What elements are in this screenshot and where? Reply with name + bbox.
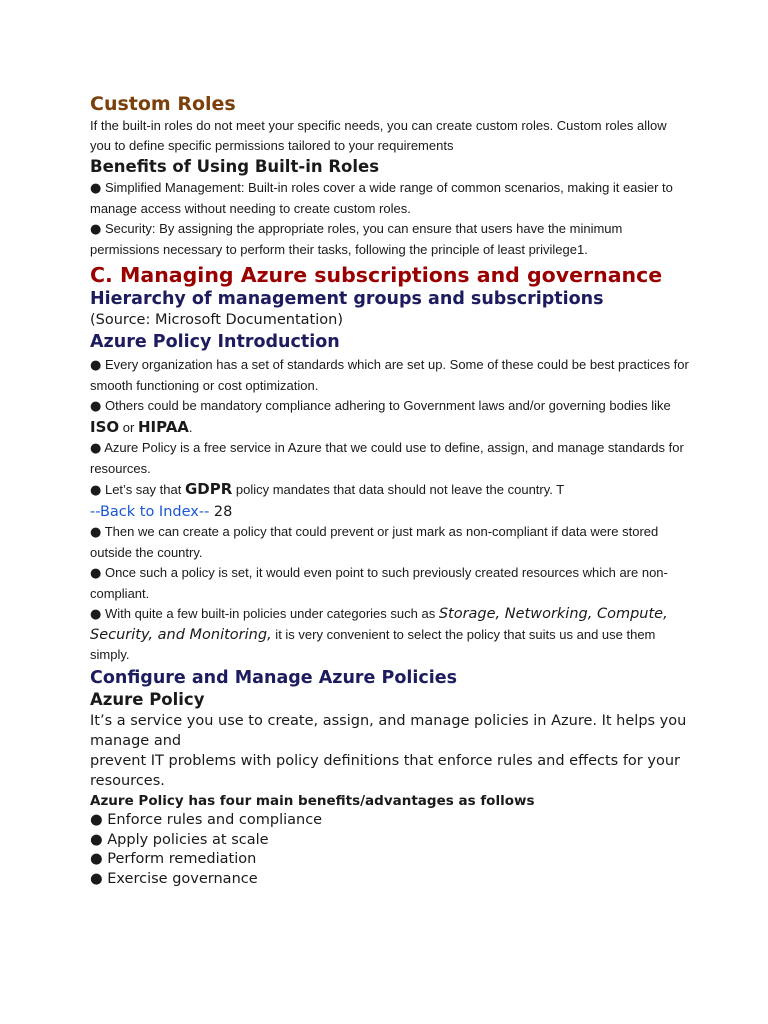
azure-policy-para-1: It’s a service you use to create, assign, and manage policies in Azure. It helps you manage and	[90, 713, 687, 749]
categories-italic-2: Security, and Monitoring,	[90, 627, 272, 643]
hierarchy-heading: Hierarchy of management groups and subscriptions	[90, 289, 604, 309]
bullet-text: With quite a few built-in policies under categories such as	[104, 606, 439, 621]
bullet-icon: ●	[90, 399, 102, 414]
benefit-item-security	[90, 219, 690, 260]
benefit-item-simplified	[90, 178, 690, 219]
bullet-icon: ●	[90, 441, 102, 456]
back-to-index-line	[90, 501, 690, 522]
bullet-icon: ●	[90, 607, 102, 622]
configure-heading: Configure and Manage Azure Policies	[90, 668, 458, 688]
custom-roles-line-1: If the built-in roles do not meet your specific needs, you can create custom roles. Custom roles allow	[90, 118, 667, 133]
bullet-text-end: it is very convenient to select the policy that suits us and use them simply.	[90, 627, 656, 662]
bullet-icon: ●	[90, 358, 102, 373]
benefit-text: Security: By assigning the appropriate roles, you can ensure that users have the minimum permissions necessary to perform their tasks, following the principle of least privilege1.	[90, 221, 623, 257]
policy-bullet-noncompliant	[90, 563, 690, 604]
bullet-icon: ●	[90, 851, 103, 867]
azure-policy-para-2: prevent IT problems with policy definitions that enforce rules and effects for your resources.	[90, 753, 680, 789]
nav-prefix: --	[90, 504, 100, 520]
benefit-enforce	[90, 811, 690, 831]
bullet-icon: ●	[90, 812, 103, 828]
list-text: Perform remediation	[107, 851, 257, 867]
or-text: or	[119, 420, 138, 435]
section-c-heading: C. Managing Azure subscriptions and governance	[90, 263, 663, 287]
policy-intro-heading: Azure Policy Introduction	[90, 332, 340, 352]
four-benefits-heading: Azure Policy has four main benefits/advantages as follows	[90, 793, 535, 809]
bullet-icon: ●	[90, 483, 102, 498]
bullet-text: Azure Policy is a free service in Azure that we could use to define, assign, and manage standards for resources.	[90, 440, 684, 476]
categories-italic-1: Storage, Networking, Compute,	[438, 606, 668, 622]
policy-bullet-standards	[90, 355, 690, 396]
benefits-heading: Benefits of Using Built-in Roles	[90, 157, 380, 176]
bullet-icon: ●	[90, 831, 103, 848]
page-number: 28	[209, 504, 233, 520]
bullet-text: Let’s say that	[104, 482, 185, 497]
bullet-icon: ●	[90, 566, 102, 581]
bullet-text: Then we can create a policy that could prevent or just mark as non-compliant if data were stored outside the country.	[90, 524, 659, 560]
policy-bullet-categories	[90, 604, 690, 665]
policy-bullet-compliance	[90, 396, 690, 438]
benefit-remediation	[90, 850, 690, 870]
benefit-text: Simplified Management: Built-in roles cover a wide range of common scenarios, making it easier to manage access without needing to create custom roles.	[90, 180, 673, 216]
bullet-icon: ●	[90, 222, 102, 237]
bullet-text: Others could be mandatory compliance adhering to Government laws and/or governing bodies like	[104, 398, 671, 413]
policy-bullet-prevent	[90, 522, 690, 563]
hipaa-term: HIPAA	[137, 418, 189, 436]
document-page	[90, 92, 690, 889]
bullet-text: Every organization has a set of standards which are set up. Some of these could be best practices for smooth functioning or cost optimization.	[90, 357, 689, 393]
source-note: (Source: Microsoft Documentation)	[90, 312, 343, 328]
bullet-text-end: policy mandates that data should not leave the country. T	[232, 482, 565, 497]
benefit-scale	[90, 831, 690, 851]
period-text: .	[188, 420, 193, 435]
benefit-governance	[90, 870, 690, 890]
list-text: Enforce rules and compliance	[107, 812, 323, 828]
policy-bullet-free-service	[90, 438, 690, 479]
bullet-icon: ●	[90, 525, 102, 540]
custom-roles-heading: Custom Roles	[90, 93, 236, 115]
back-to-index-link[interactable]: Back to Index--	[99, 504, 210, 520]
bullet-text: Once such a policy is set, it would even point to such previously created resources which are non-compliant.	[90, 565, 668, 601]
bullet-icon: ●	[90, 870, 103, 887]
list-text: Exercise governance	[107, 870, 258, 887]
list-text: Apply policies at scale	[107, 831, 269, 848]
iso-term: ISO	[90, 418, 120, 436]
azure-policy-heading: Azure Policy	[90, 690, 205, 709]
bullet-icon: ●	[90, 181, 102, 196]
custom-roles-line-2: you to define specific permissions tailored to your requirements	[90, 138, 454, 153]
policy-bullet-gdpr	[90, 479, 690, 501]
gdpr-term: GDPR	[184, 480, 233, 498]
